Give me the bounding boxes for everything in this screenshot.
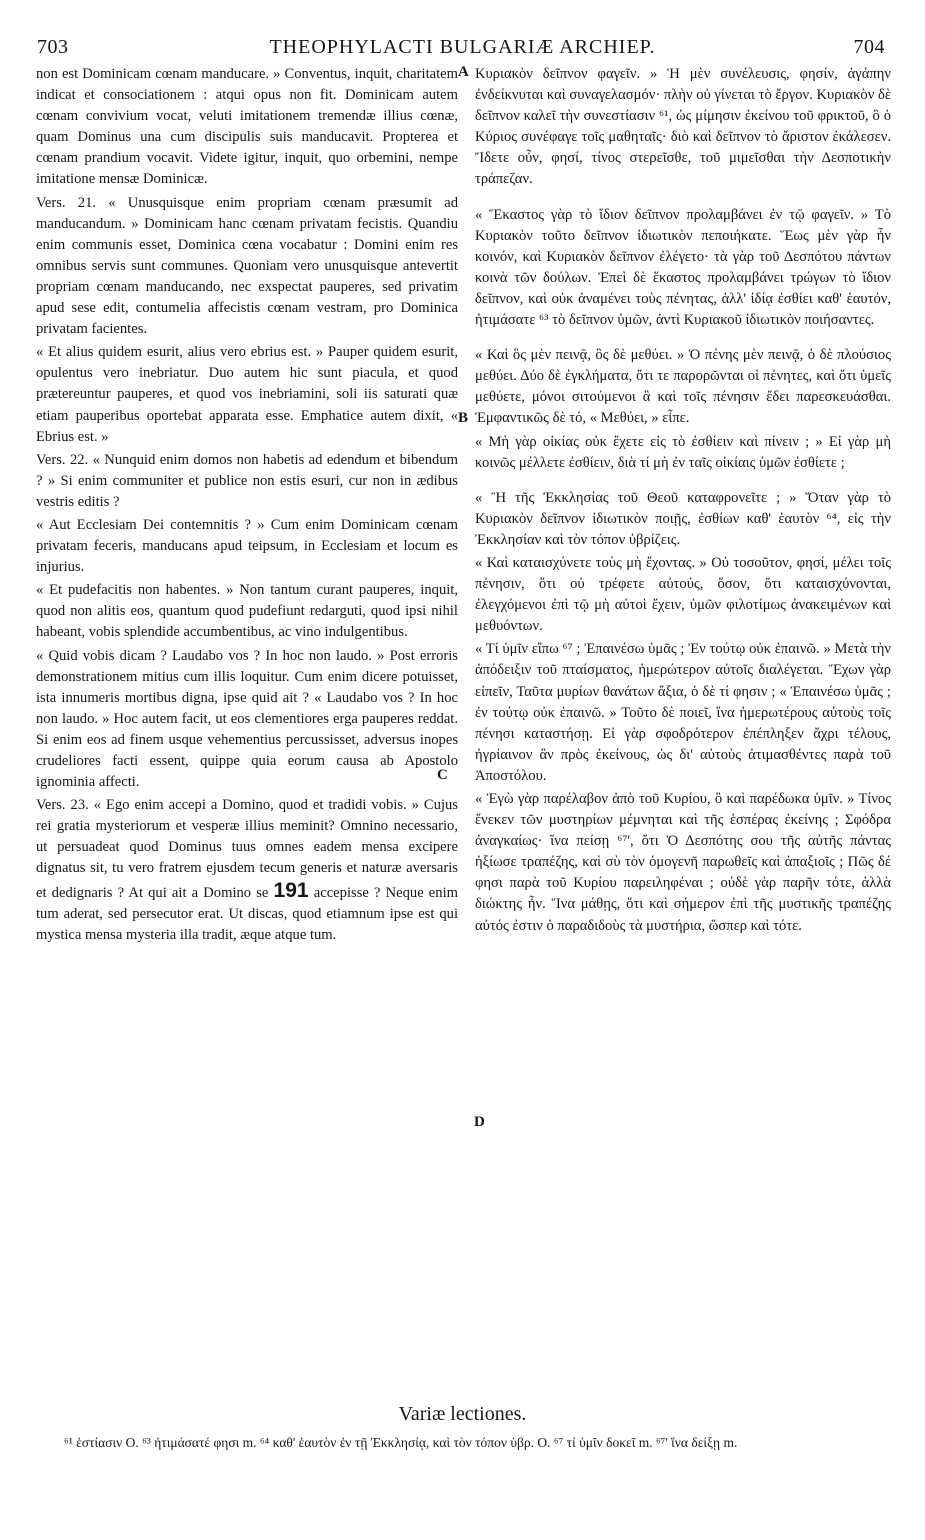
- margin-marker-b: B: [458, 410, 469, 426]
- margin-marker-c: C: [437, 767, 448, 783]
- latin-paragraph: « Et alius quidem esurit, alius vero ebrius est. » Pauper quidem esurit, opulentus vero inebriatur. Duo autem hic sunt piacula, et quod prætereuntur pauperes, et quod vos inebriamini, soli iis saturati quæ etiam pauperibus oportebat apparata esse. Emphatice autem dixit, « Ebrius est. »: [36, 344, 458, 445]
- margin-marker-a: A: [458, 64, 469, 80]
- greek-column: [475, 64, 891, 937]
- latin-paragraph: « Quid vobis dicam ? Laudabo vos ? In hoc non laudo. » Post erroris demonstrationem mitius cum illis loquitur. Cum enim dicere potuisset, ista innumeris mortibus digna, ipse quid ait ? « Laudabo vos ? In hoc non laudo. » Hoc autem facit, ut eos clementiores erga pauperes reddat. Si enim eos ad finem usque vehementius percussisset, adversus inopes crudeliores facti essent, quippe quia eorum causa ab Apostolo ignominia affecti.: [36, 647, 458, 791]
- latin-paragraph: « Et pudefacitis non habentes. » Non tantum curant pauperes, inquit, quod non alitis eos, quantum quod pudefiunt redarguti, quod ipsi nihil habeant, vobis splendide accumbentibus, ac vino indulgentibus.: [36, 582, 458, 641]
- variants-heading: Variæ lectiones.: [398, 1403, 527, 1425]
- greek-paragraph: « Τί ὑμῖν εἴπω ⁶⁷ ; Ἐπαινέσω ὑμᾶς ; Ἐν τούτῳ οὐκ ἐπαινῶ. » Μετὰ τὴν ἀπόδειξιν τοῦ πταίσματος, ἡμερώτερον αὐτοῖς διαλέγεται. Ἔχων γὰρ εἰπεῖν, Ταῦτα μυρίων θανάτων ἄξια, ὁ δὲ τί φησιν ; « Ἐπαινέσω ὑμᾶς ; ἐν τούτῳ οὐκ ἐπαινῶ. » Τοῦτο δὲ ποιεῖ, ἵνα ἡμερωτέρους αὐτοὺς τοῖς πένησι καταστήσῃ. Εἰ γὰρ σφοδρότερον ἐπέπληξεν ἄχρι τέλους, ἠγρίαινον ἂν πρὸς ἐκείνους, ὡς δι' αὐτοὺς ἀτιμασθέντες παρὰ τοῦ Ἀποστόλου.: [475, 641, 891, 784]
- page-number-left: 703: [37, 36, 69, 58]
- migne-column-number: 191: [273, 878, 309, 902]
- variant-readings: ⁶¹ ἑστίασιν O. ⁶³ ἠτιμάσατέ φησι m. ⁶⁴ καθ' ἑαυτὸν ἐν τῇ Ἐκκλησίᾳ, καὶ τὸν τόπον ὑβρ. O. ⁶⁷ τί ὑμῖν δοκεῖ m. ⁶⁷' ἵνα δείξῃ m.: [64, 1435, 738, 1450]
- latin-paragraph: [36, 795, 458, 946]
- greek-paragraph: « Ἐγὼ γὰρ παρέλαβον ἀπὸ τοῦ Κυρίου, ὃ καὶ παρέδωκα ὑμῖν. » Τίνος ἕνεκεν τῶν μυστηρίων μέμνηται καὶ τῆς ἑσπέρας ἐκείνης ; Σφόδρα ἀναγκαίως· ἵνα πείσῃ ⁶⁷', ὅτι Ὁ Δεσπότης σου τῆς αὐτῆς πάντας ἠξίωσε τραπέζης, καὶ σὺ τὸν ὁμογενῆ παρωθεῖς καὶ ἀπαξιοῖς ; Πῶς δέ φησι παρὰ τοῦ Κυρίου παρειληφέναι ; οὐδὲ γὰρ παρῆν τότε, ἀλλὰ διώκτης ἦν. Ἵνα μάθῃς, ὅτι καὶ σήμερον ἐπὶ τῆς μυστικῆς τραπέζης αὐτός ἐστιν ὁ παραδιδοὺς τὰ μυστήρια, ὥσπερ καὶ τότε.: [475, 791, 891, 934]
- latin-paragraph: Vers. 21. « Unusquisque enim propriam cœnam præsumit ad manducandum. » Dominicam hanc cœnam privatam fecistis. Quandiu enim communis esset, Dominica cœna vocabatur : Domini enim res omnibus servis sunt communes. Quoniam vero unusquisque antevertit propriam cœnam manducando, nec exspectat pauperes, sed privatim apud sese edit, contumelia affecistis cœnam vestram, pro Dominica privatam facientes.: [36, 194, 458, 338]
- latin-paragraph: non est Dominicam cœnam manducare. » Conventus, inquit, charitatem indicat et consociationem : atqui opus non fit. Dominicam autem cœnam convivium vocat, veluti imitationem tremendæ illius cœnæ, quam Dominus una cum discipulis suis manducavit. Propterea et cœnam prandium vocavit. Videte igitur, inquit, quo orbemini, nempe imitatione mensæ Dominicæ.: [36, 66, 458, 188]
- latin-paragraph: Vers. 22. « Nunquid enim domos non habetis ad edendum et bibendum ? » Si enim communiter et publice non estis esuri, cur non in ædibus vestris editis ?: [36, 451, 458, 510]
- greek-paragraph: « Ἢ τῆς Ἐκκλησίας τοῦ Θεοῦ καταφρονεῖτε ; » Ὅταν γὰρ τὸ Κυριακὸν δεῖπνον ἰδιωτικὸν ποιῇς, ἐσθίων καθ' ἑαυτὸν ⁶⁴, εἰς τὴν Ἐκκλησίαν καὶ τὸν τόπον ὑβρίζεις.: [475, 489, 891, 548]
- margin-marker-d: D: [474, 1114, 485, 1130]
- latin-column: [36, 64, 458, 946]
- greek-paragraph: Κυριακὸν δεῖπνον φαγεῖν. » Ἡ μὲν συνέλευσις, φησίν, ἀγάπην ἐνδείκνυται καὶ συναγελασμόν· πλὴν οὐ γίνεται τὸ ἔργον. Κυριακὸν δὲ δεῖπνον καλεῖ τὴν συνεστίασιν ⁶¹, ὡς μίμησιν ἐκείνου τοῦ φρικτοῦ, ὃ ὁ Κύριος συνέφαγε τοῖς μαθηταῖς· διὸ καὶ δεῖπνον τὸ ἄριστον ἐκάλεσεν. Ἴδετε οὖν, φησί, τίνος στερεῖσθε, τοῦ μιμεῖσθαι τὴν Δεσποτικὴν τράπεζαν.: [475, 66, 891, 188]
- running-title: THEOPHYLACTI BULGARIÆ ARCHIEP.: [269, 36, 656, 58]
- greek-paragraph: « Καὶ καταισχύνετε τοὺς μὴ ἔχοντας. » Οὐ τοσοῦτον, φησί, μέλει τοῖς πένησιν, ὅτι οὐ τρέφετε αὐτούς, ὅσον, ὅτι καταισχύνονται, ἐλεγχόμενοι ἐπὶ τῷ μὴ αὐτοὶ ἔχειν, ὑμῶν φιλοτίμως ἀνακειμένων καὶ μεθυόντων.: [475, 554, 891, 635]
- greek-paragraph: « Ἕκαστος γὰρ τὸ ἴδιον δεῖπνον προλαμβάνει ἐν τῷ φαγεῖν. » Τὸ Κυριακὸν τοῦτο δεῖπνον ἰδιωτικὸν πεποιήκατε. Ἕως μὲν γὰρ ἦν κοινόν, καὶ Κυριακὸν δεῖπνον ἐλέγετο· τὰ γὰρ τοῦ Δεσπότου πάντων κοινὰ τῶν δούλων. Ἐπεὶ δὲ ἕκαστος προλαμβάνει τρώγων τὸ ἴδιον δεῖπνον, καὶ οὐκ ἀναμένει τοὺς πένητας, ἀλλ' ἰδίᾳ ἐσθίει καθ' ἑαυτόν, ἠτιμάσατε ⁶³ τὸ δεῖπνον ὑμῶν, ἀντὶ Κυριακοῦ ἰδιωτικὸν ποιήσαντες.: [475, 206, 891, 329]
- page-number-right: 704: [853, 36, 885, 58]
- greek-paragraph: « Καὶ ὃς μὲν πεινᾷ, ὃς δὲ μεθύει. » Ὁ πένης μὲν πεινᾷ, ὁ δὲ πλούσιος μεθύει. Δύο δὲ ἐγκλήματα, ὅτι τε παρορῶνται οἱ πένητες, καὶ ὅτι ὑμεῖς μεθύετε, μόνοι σιτούμενοι ἃ καὶ τοῖς πένησιν ἔδει παρεσκευάσθαι. Ἐμφαντικῶς δὲ τό, « Μεθύει, » εἶπε.: [475, 347, 891, 427]
- latin-text: Vers. 23. « Ego enim accepi a Domino, quod et tradidi vobis. » Cujus rei gratia mysteriorum et vesperæ illius meminit? Omnino necessario, ut persuadeat quod Dominus tuus omnes eadem mensa excipere dignatus sit, tu vero fratrem ejusdem tecum generis et naturæ aversaris et dedignaris ? At qui ait a Domino se: [36, 797, 458, 901]
- greek-paragraph: « Μὴ γὰρ οἰκίας οὐκ ἔχετε εἰς τὸ ἐσθίειν καὶ πίνειν ; » Εἰ γὰρ μὴ κοινῶς μέλλετε ἐσθίειν, διὰ τί μὴ ἐν ταῖς οἰκίαις ὑμῶν ἐσθίετε ;: [475, 433, 891, 471]
- latin-text: accepisse ? Neque enim tum aderat, sed persecutor erat. Ut discas, quod etiamnum ipse est qui mystica mensa mysteria illa tradit, æque atque tum.: [36, 884, 458, 943]
- latin-paragraph: « Aut Ecclesiam Dei contemnitis ? » Cum enim Dominicam cœnam privatam feceris, manducans apud teipsum, in Ecclesiam et locum es injurius.: [36, 516, 458, 576]
